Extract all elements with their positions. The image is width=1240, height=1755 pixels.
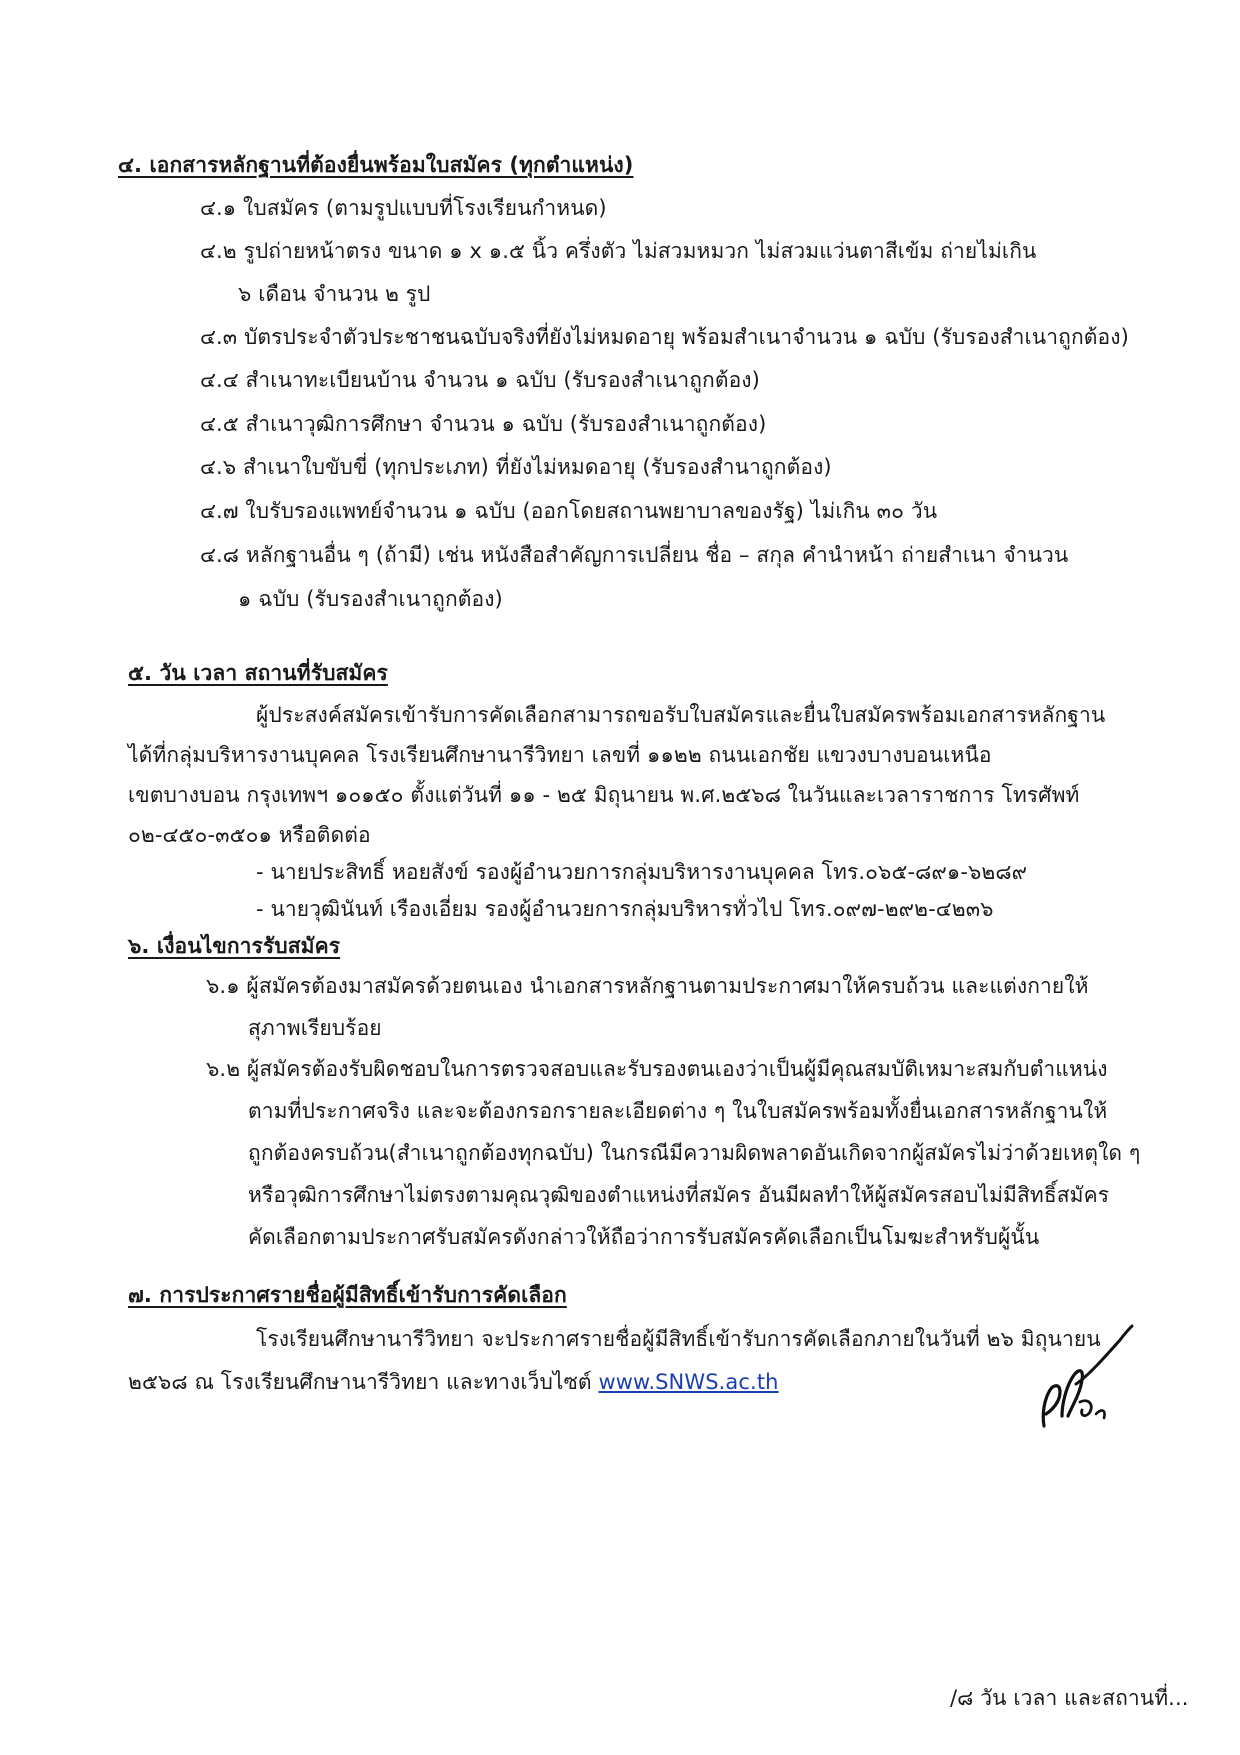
section-6-item-1: ๖.๑ ผู้สมัครต้องมาสมัครด้วยตนเอง นำเอกสารหลักฐานตามประกาศมาให้ครบถ้วน และแต่งกายให้ (206, 974, 1089, 998)
section-5-heading: ๕. วัน เวลา สถานที่รับสมัคร (128, 661, 388, 685)
section-4-item-2: ๔.๒ รูปถ่ายหน้าตรง ขนาด ๑ x ๑.๕ นิ้ว ครึ่งตัว ไม่สวมหมวก ไม่สวมแว่นตาสีเข้ม ถ่ายไม่เกิน (200, 239, 1037, 263)
signature-mark (1026, 1318, 1136, 1438)
section-4-item-3: ๔.๓ บัตรประจำตัวประชาชนฉบับจริงที่ยังไม่หมดอายุ พร้อมสำเนาจำนวน ๑ ฉบับ (รับรองสำเนาถูกต้อง) (200, 325, 1129, 349)
section-4-item-1: ๔.๑ ใบสมัคร (ตามรูปแบบที่โรงเรียนกำหนด) (200, 196, 607, 220)
section-6-item-2-line-5: คัดเลือกตามประกาศรับสมัครดังกล่าวให้ถือว่าการรับสมัครคัดเลือกเป็นโมฆะสำหรับผู้นั้น (248, 1225, 1040, 1249)
section-6-heading: ๖. เงื่อนไขการรับสมัคร (128, 934, 341, 958)
section-6-item-2: ๖.๒ ผู้สมัครต้องรับผิดชอบในการตรวจสอบและรับรองตนเองว่าเป็นผู้มีคุณสมบัติเหมาะสมกับตำแหน่ง (206, 1057, 1108, 1081)
section-4-item-7: ๔.๗ ใบรับรองแพทย์จำนวน ๑ ฉบับ (ออกโดยสถานพยาบาลของรัฐ) ไม่เกิน ๓๐ วัน (200, 499, 938, 523)
section-5-para-line-4: ๐๒-๔๕๐-๓๕๐๑ หรือติดต่อ (128, 823, 371, 847)
section-4-item-6: ๔.๖ สำเนาใบขับขี่ (ทุกประเภท) ที่ยังไม่หมดอายุ (รับรองสำนาถูกต้อง) (200, 455, 832, 479)
section-4-item-2-cont: ๖ เดือน จำนวน ๒ รูป (238, 282, 431, 306)
section-5-para-line-2: ได้ที่กลุ่มบริหารงานบุคคล โรงเรียนศึกษานารีวิทยา เลขที่ ๑๑๒๒ ถนนเอกชัย แขวงบางบอนเหนือ (128, 743, 992, 767)
section-5-para-line-1: ผู้ประสงค์สมัครเข้ารับการคัดเลือกสามารถขอรับใบสมัครและยื่นใบสมัครพร้อมเอกสารหลักฐาน (256, 703, 1106, 727)
next-page-continuation: /๘ วัน เวลา และสถานที่... (950, 1686, 1189, 1710)
section-7-line-1: โรงเรียนศึกษานารีวิทยา จะประกาศรายชื่อผู้มีสิทธิ์เข้ารับการคัดเลือกภายในวันที่ ๒๖ มิถุนายน (256, 1327, 1101, 1351)
section-7-line-2-text: ๒๕๖๘ ณ โรงเรียนศึกษานารีวิทยา และทางเว็บไซต์ (128, 1370, 592, 1394)
section-7-heading: ๗. การประกาศรายชื่อผู้มีสิทธิ์เข้ารับการคัดเลือก (128, 1283, 567, 1307)
section-4-heading: ๔. เอกสารหลักฐานที่ต้องยื่นพร้อมใบสมัคร (ทุกตำแหน่ง) (118, 153, 634, 177)
section-6-item-2-line-4: หรือวุฒิการศึกษาไม่ตรงตามคุณวุฒิของตำแหน่งที่สมัคร อันมีผลทำให้ผู้สมัครสอบไม่มีสิทธิ์สมัคร (248, 1183, 1110, 1207)
section-4-item-4: ๔.๔ สำเนาทะเบียนบ้าน จำนวน ๑ ฉบับ (รับรองสำเนาถูกต้อง) (200, 368, 760, 392)
section-7-line-2 (128, 1367, 779, 1397)
section-5-contact-1: - นายประสิทธิ์ หอยสังข์ รองผู้อำนวยการกลุ่มบริหารงานบุคคล โทร.๐๖๕-๘๙๑-๖๒๘๙ (256, 860, 1028, 884)
section-5-para-line-3: เขตบางบอน กรุงเทพฯ ๑๐๑๕๐ ตั้งแต่วันที่ ๑๑ - ๒๕ มิถุนายน พ.ศ.๒๕๖๘ ในวันและเวลาราชการ โทรศัพท์ (128, 783, 1080, 807)
section-4-item-8: ๔.๘ หลักฐานอื่น ๆ (ถ้ามี) เช่น หนังสือสำคัญการเปลี่ยน ชื่อ – สกุล คำนำหน้า ถ่ายสำเนา จำนวน (200, 543, 1069, 567)
section-5-contact-2: - นายวุฒินันท์ เรืองเอี่ยม รองผู้อำนวยการกลุ่มบริหารทั่วไป โทร.๐๙๗-๒๙๒-๔๒๓๖ (256, 897, 994, 921)
website-link[interactable]: www.SNWS.ac.th (598, 1370, 779, 1394)
section-4-item-8-cont: ๑ ฉบับ (รับรองสำเนาถูกต้อง) (238, 587, 503, 611)
section-6-item-2-line-2: ตามที่ประกาศจริง และจะต้องกรอกรายละเอียดต่าง ๆ ในใบสมัครพร้อมทั้งยื่นเอกสารหลักฐานให้ (248, 1099, 1108, 1123)
section-6-item-1-cont: สุภาพเรียบร้อย (248, 1016, 382, 1040)
section-6-item-2-line-3: ถูกต้องครบถ้วน(สำเนาถูกต้องทุกฉบับ) ในกรณีมีความผิดพลาดอันเกิดจากผู้สมัครไม่ว่าด้วยเหตุใด ๆ (248, 1141, 1141, 1165)
section-4-item-5: ๔.๕ สำเนาวุฒิการศึกษา จำนวน ๑ ฉบับ (รับรองสำเนาถูกต้อง) (200, 412, 767, 436)
